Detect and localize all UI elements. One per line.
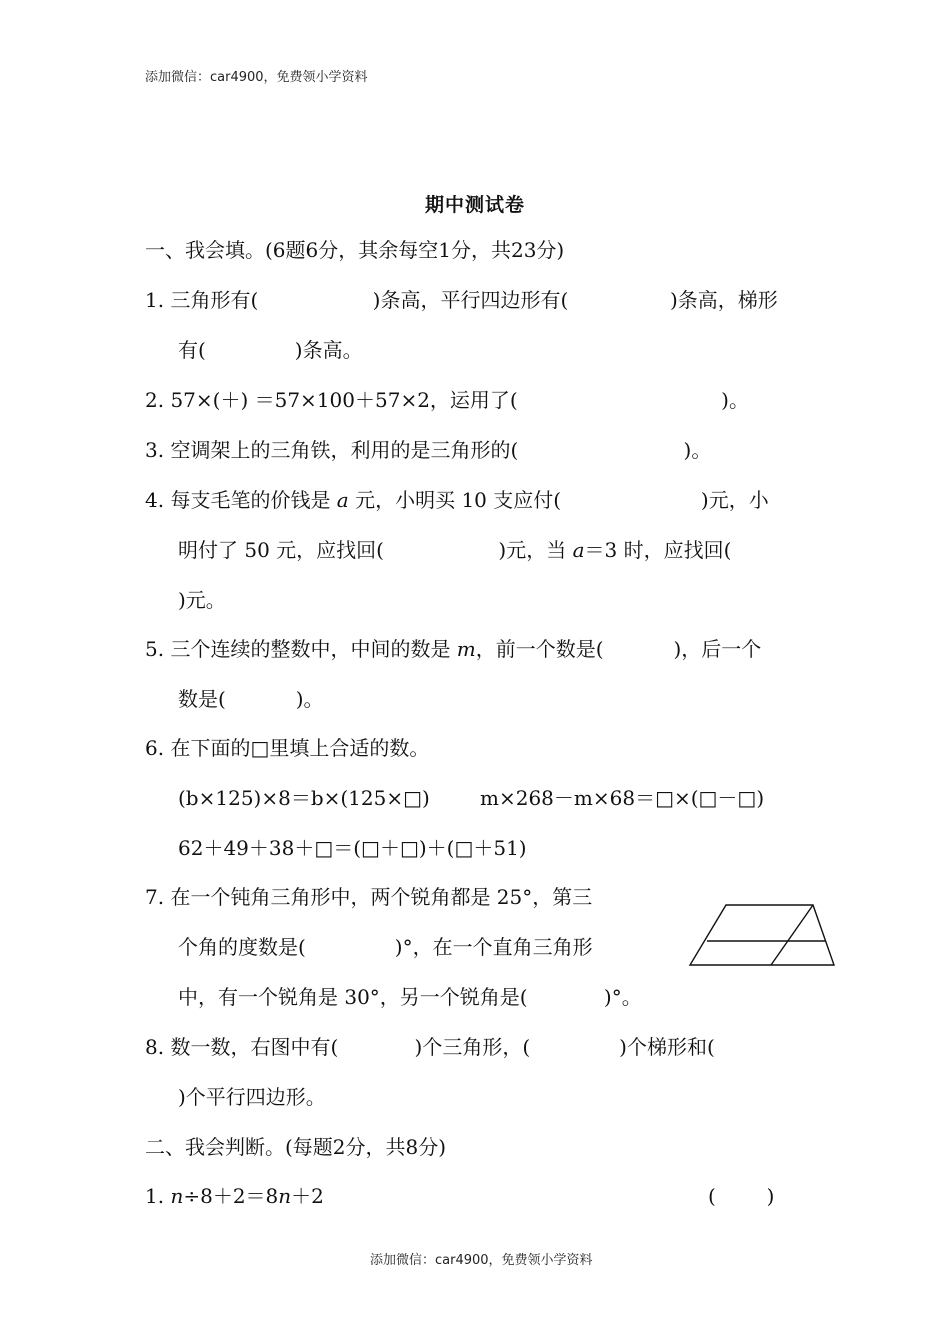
footer-watermark: 添加微信：car4900，免费领小学资料 [370, 1253, 593, 1268]
q6-expr2: m×268－m×68＝□×(□－□) [480, 786, 765, 810]
q5-text: 5. 三个连续的整数中，中间的数是 [145, 637, 457, 661]
q5-text: ，前一个数是( )，后一个 [475, 637, 762, 661]
judge-answer-paren: ( ) [708, 1184, 775, 1208]
q7-line2: 个角的度数是( )°，在一个直角三角形 [178, 935, 593, 959]
j1-text: ÷8＋2＝8 [183, 1184, 279, 1208]
q3: 3. 空调架上的三角铁，利用的是三角形的( )。 [145, 438, 712, 462]
q6-expr3: 62＋49＋38＋□＝(□＋□)＋(□＋51) [178, 836, 527, 860]
q6-line1: 6. 在下面的□里填上合适的数。 [145, 736, 430, 760]
q7-line3: 中，有一个锐角是 30°，另一个锐角是( )°。 [178, 985, 642, 1009]
diagonal-divider [771, 905, 813, 965]
q4-text: ＝3 时，应找回( [584, 538, 732, 562]
q4-line2 [178, 538, 731, 562]
q4-text: 元，小明买 10 支应付( )元，小 [348, 488, 769, 512]
q1-line1: 1. 三角形有( )条高，平行四边形有( )条高，梯形 [145, 288, 778, 312]
q5-line1 [145, 637, 761, 661]
variable-m: m [456, 637, 476, 661]
q6-expr1: (b×125)×8＝b×(125×□) [178, 786, 430, 810]
q4-text: 明付了 50 元，应找回( )元，当 [178, 538, 573, 562]
variable-n: n [170, 1184, 184, 1208]
section2-heading: 二、我会判断。(每题2分，共8分) [145, 1135, 447, 1159]
judge-item-1 [145, 1184, 324, 1208]
q4-line3: )元。 [178, 588, 226, 612]
q8-line1: 8. 数一数，右图中有( )个三角形，( )个梯形和( [145, 1035, 715, 1059]
j1-text: ＋2 [291, 1184, 324, 1208]
page-title: 期中测试卷 [424, 194, 525, 216]
section1-heading: 一、我会填。(6题6分，其余每空1分，共23分) [145, 238, 565, 262]
header-watermark: 添加微信：car4900，免费领小学资料 [145, 70, 368, 85]
outer-trapezoid [690, 905, 834, 965]
q8-line2: )个平行四边形。 [178, 1085, 326, 1109]
variable-n: n [278, 1184, 292, 1208]
q4-text: 4. 每支毛笔的价钱是 [145, 488, 337, 512]
q5-line2: 数是( )。 [178, 687, 324, 711]
q2: 2. 57×(＋) ＝57×100＋57×2，运用了( )。 [145, 388, 749, 412]
variable-a: a [336, 488, 349, 512]
q4-line1 [145, 488, 769, 512]
q1-line2: 有( )条高。 [178, 338, 363, 362]
variable-a: a [572, 538, 585, 562]
q7-line1: 7. 在一个钝角三角形中，两个锐角都是 25°，第三 [145, 885, 593, 909]
j1-text: 1. [145, 1184, 171, 1208]
trapezoid-figure [688, 903, 836, 967]
